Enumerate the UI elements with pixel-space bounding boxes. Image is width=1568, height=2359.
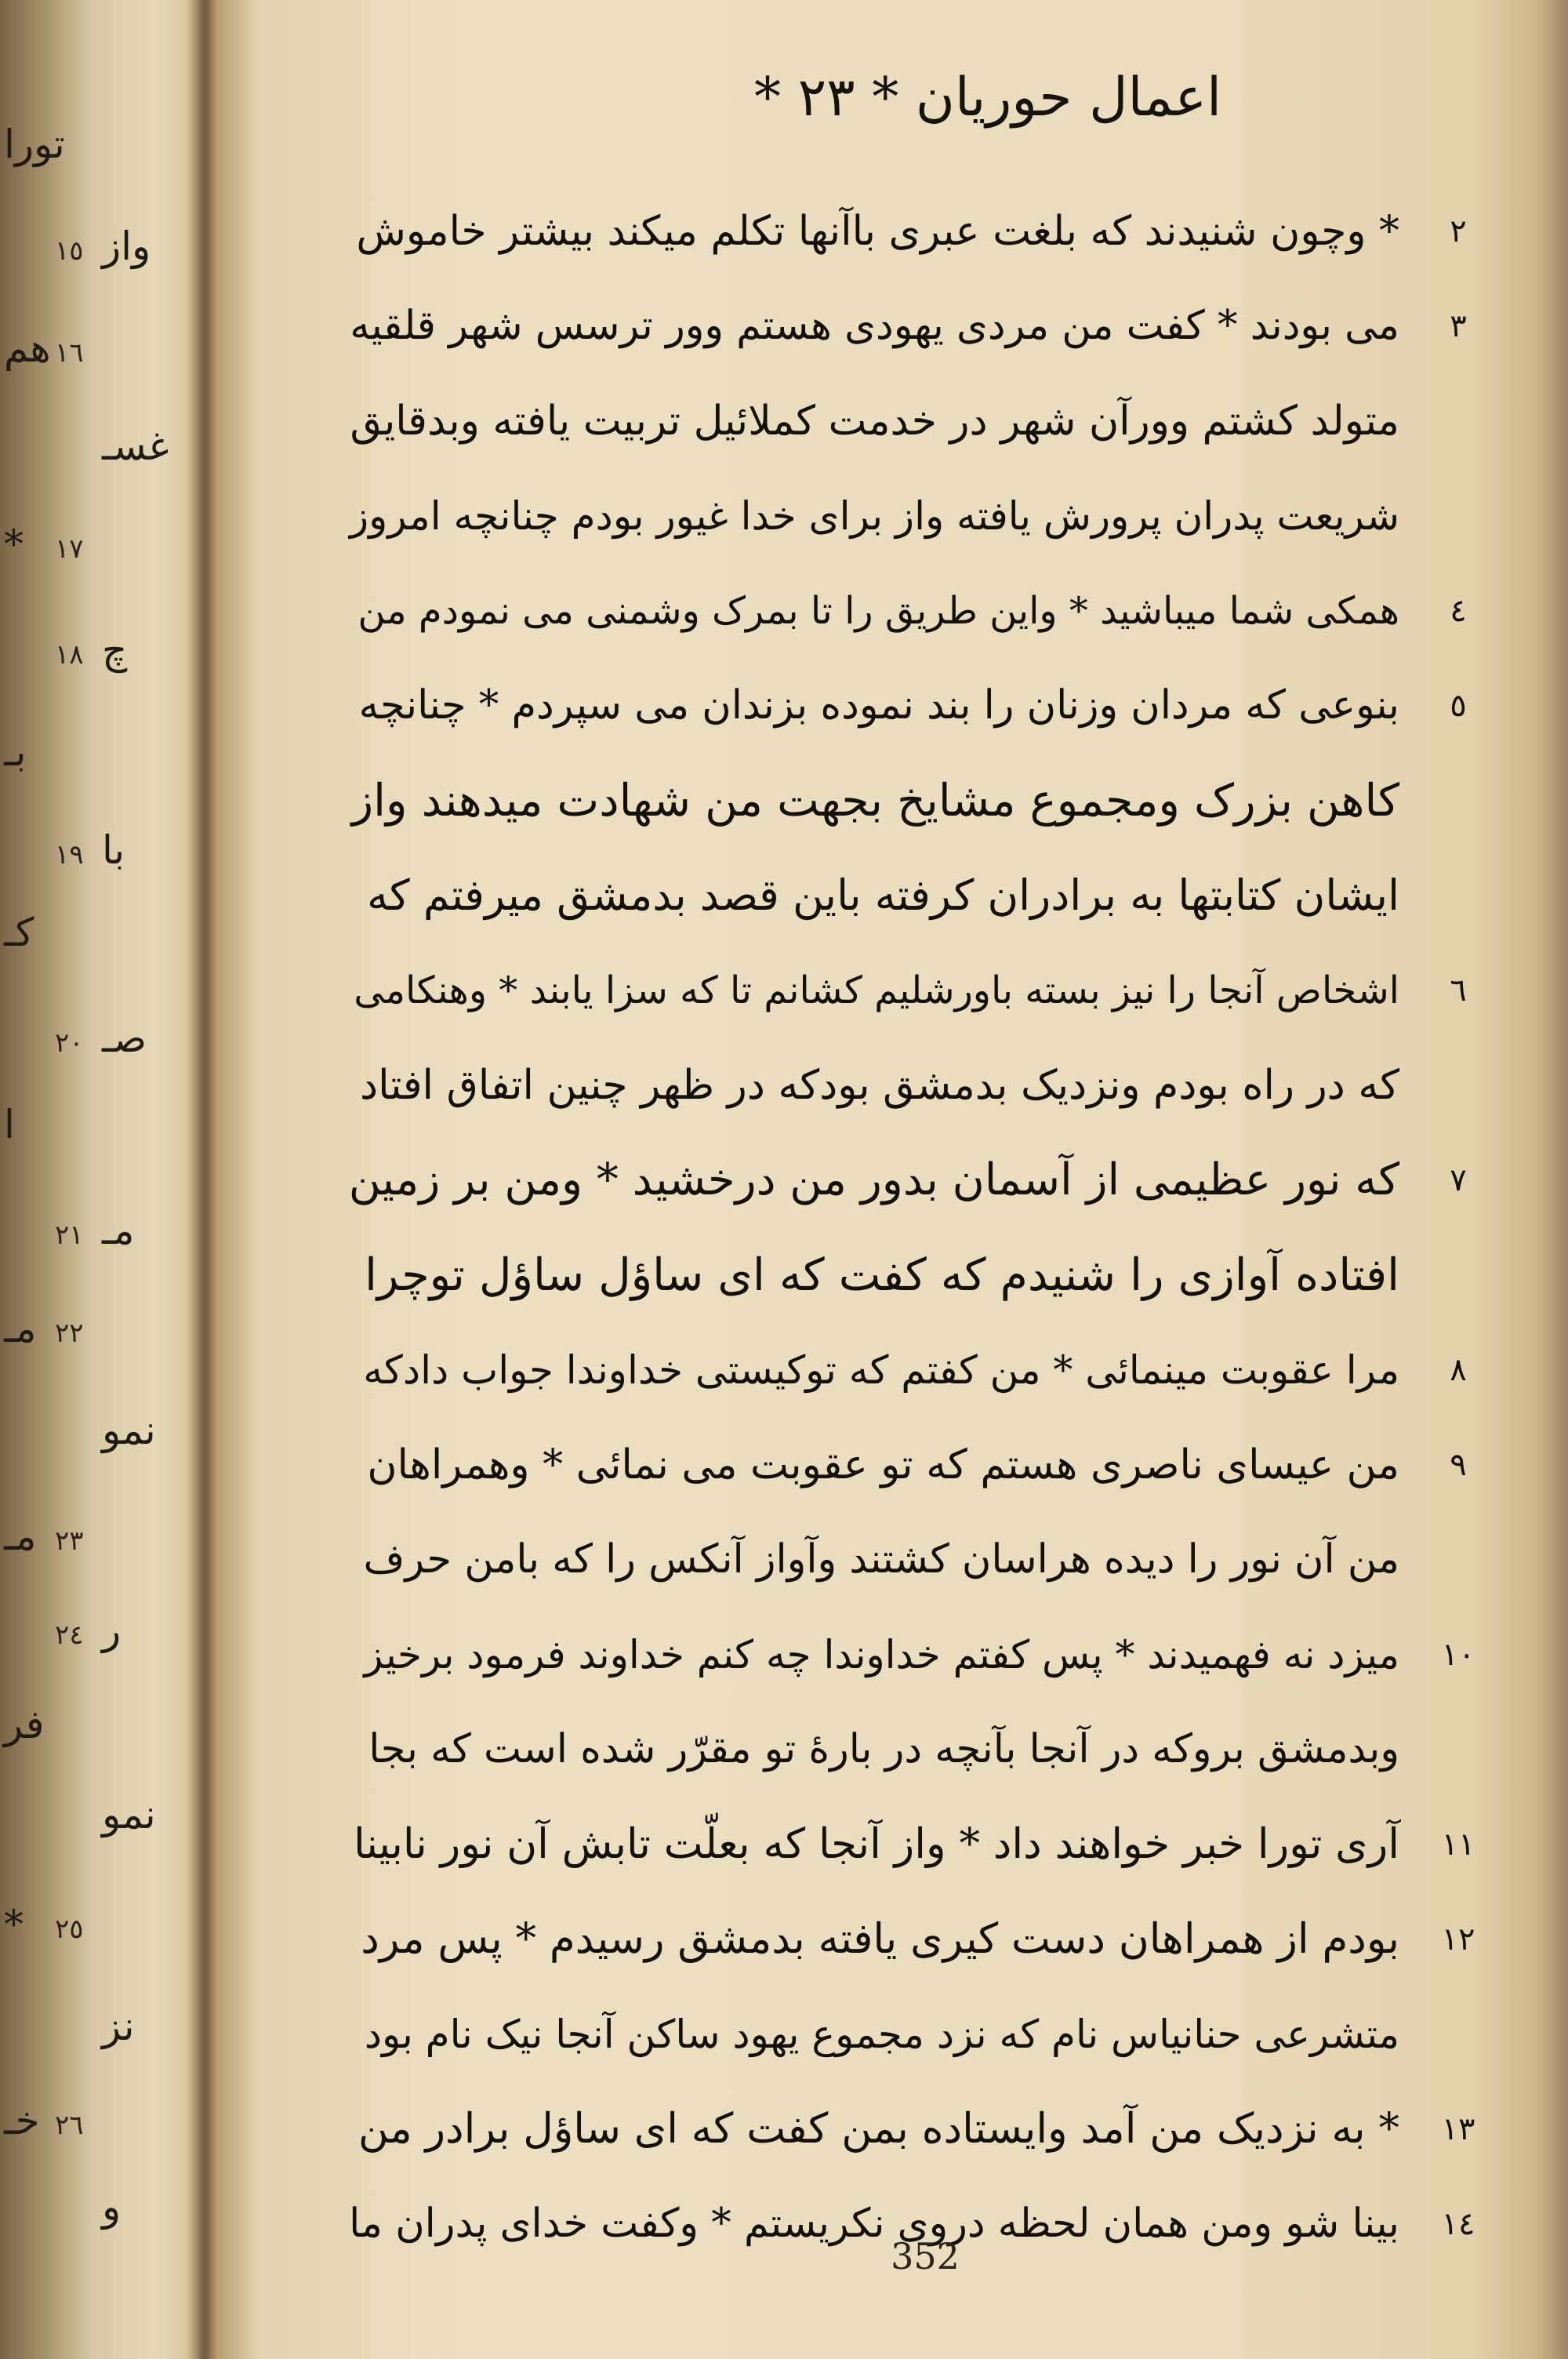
left-text-fragment: نمو [102, 1408, 156, 1453]
text-line [337, 1987, 1490, 2081]
left-page-line [0, 1702, 196, 1761]
left-page-line [0, 1408, 196, 1467]
text-line [337, 2082, 1490, 2176]
left-text-fragment: مـ [102, 1208, 135, 1253]
left-text-fragment: واز [102, 224, 151, 269]
verse-text: بودم از همراهان دست کیری یافته بدمشق رسیدم * پس مرد [361, 1915, 1399, 1963]
verse-text: شریعت پدران پرورش یافته واز برای خدا غیور بودم چنانچه امروز [350, 493, 1399, 539]
left-text-fragment: نز [102, 2004, 135, 2049]
verse-text: بینا شو ومن همان لحظه دروی نکریستم * وکفت خدای پدران ما [349, 2201, 1399, 2247]
left-verse-number: ١٥ [55, 235, 84, 267]
left-text-fragment: مـ [4, 1514, 37, 1559]
left-text-fragment: صـ [102, 1016, 147, 1061]
text-line [337, 1513, 1490, 1607]
verse-text: من عیسای ناصری هستم که تو عقوبت می نمائی * وهمراهان [367, 1441, 1399, 1488]
left-text-fragment: * [4, 522, 24, 567]
text-line [337, 754, 1490, 848]
verse-text: وبدمشق بروکه در آنجا بآنچه در بارهٔ تو مقرّر شده است که بجا [368, 1726, 1399, 1772]
left-page-line [0, 224, 196, 282]
left-verse-number: ٢٦ [55, 2110, 84, 2141]
left-page-line [0, 1306, 196, 1365]
left-page-line [0, 1902, 196, 1961]
left-text-fragment: با [102, 827, 125, 873]
verse-text: متشرعی حنانیاس نام که نزد مجموع یهود ساکن آنجا نیک نام بود [364, 2012, 1399, 2057]
left-page-line [0, 1102, 196, 1161]
verse-number: ٨ [1450, 1352, 1467, 1388]
text-line [337, 1133, 1490, 1227]
verse-text: ایشان کتابتها به برادران کرفته باین قصد بدمشق میرفتم که [367, 871, 1399, 920]
left-text-fragment: فر [4, 1702, 45, 1747]
verse-text: همکی شما میباشید * واین طریق را تا بمرک وشمنی می نمودم من [358, 589, 1399, 633]
text-line [337, 279, 1490, 373]
verse-text: می بودند * کفت من مردی یهودی هستم وور ترسس شهر قلقیه [350, 303, 1399, 349]
left-page-line [0, 325, 196, 384]
left-page-line [0, 827, 196, 886]
text-line [337, 1038, 1490, 1132]
left-page-line [0, 2098, 196, 2157]
left-text-fragment: نمو [102, 1792, 156, 1837]
left-page-line [0, 423, 196, 482]
verse-text: من آن نور را دیده هراسان کشتند وآواز آنکس را که بامن حرف [363, 1536, 1399, 1583]
text-line [337, 1323, 1490, 1417]
left-page-line [0, 2184, 196, 2243]
verse-number: ٦ [1450, 972, 1467, 1009]
left-page-line [0, 1208, 196, 1267]
verse-text: بنوعی که مردان وزنان را بند نموده بزندان می سپردم * چنانچه [358, 682, 1399, 729]
left-verse-number: ١٧ [55, 533, 84, 565]
verse-number: ١٤ [1441, 2206, 1475, 2242]
text-line [337, 1228, 1490, 1322]
page-header: اعمال حوریان * ٢٣ * [753, 67, 1221, 129]
left-text-fragment: خـ [4, 2098, 40, 2143]
verse-number: ١١ [1441, 1826, 1475, 1863]
left-page-line [0, 910, 196, 969]
verse-number: ٣ [1450, 308, 1467, 344]
verse-number: ٤ [1450, 593, 1467, 629]
left-verse-number: ٢٢ [55, 1318, 84, 1349]
page-number: 352 [891, 2235, 960, 2277]
verse-number: ١٢ [1441, 1921, 1475, 1957]
left-page-line [0, 122, 196, 180]
verse-number: ٧ [1450, 1162, 1467, 1198]
left-verse-number: ١٨ [55, 639, 84, 671]
text-line [337, 1418, 1490, 1512]
left-text-fragment: مـ [4, 1306, 37, 1351]
left-page-line [0, 2004, 196, 2063]
left-verse-number: ٢٣ [55, 1525, 84, 1557]
left-page-line [0, 1792, 196, 1851]
verse-text: که در راه بودم ونزدیک بدمشق بودکه در ظهر چنین اتفاق افتاد [360, 1062, 1399, 1109]
left-verse-number: ١٦ [55, 337, 84, 369]
verse-number: ٥ [1450, 688, 1467, 724]
left-verse-number: ٢١ [55, 1219, 84, 1251]
text-line [337, 1703, 1490, 1797]
verse-number: ٢ [1450, 213, 1467, 249]
left-verse-number: ٢٠ [55, 1027, 84, 1059]
left-text-fragment: هم [4, 325, 51, 371]
verse-text: * وچون شنیدند که بلغت عبری باآنها تکلم میکند بیشتر خاموش [356, 208, 1399, 255]
left-text-fragment: ر [102, 1608, 122, 1653]
text-line [337, 659, 1490, 753]
verse-text: آری تورا خبر خواهند داد * واز آنجا که بعلّت تابش آن نور نابینا [353, 1820, 1399, 1868]
left-text-fragment: تورا [4, 122, 65, 167]
text-line [337, 1892, 1490, 1986]
text-line [337, 1797, 1490, 1892]
left-text-fragment: غسـ [102, 423, 169, 469]
left-text-fragment: و [102, 2184, 122, 2230]
left-verse-number: ٢٤ [55, 1619, 84, 1651]
verse-text: که نور عظیمی از آسمان بدور من درخشید * ومن بر زمین [348, 1154, 1399, 1205]
left-page-line [0, 1514, 196, 1572]
verse-text: * به نزدیک من آمد وایستاده بمن کفت که ای ساؤل برادر من [358, 2105, 1399, 2153]
text-line [337, 564, 1490, 658]
left-page-line [0, 1608, 196, 1667]
text-line [337, 469, 1490, 563]
left-verse-number: ٢٥ [55, 1914, 84, 1945]
text-line [337, 943, 1490, 1038]
left-page-line [0, 729, 196, 788]
left-page-line [0, 627, 196, 686]
left-verse-number: ١٩ [55, 839, 84, 871]
left-text-fragment: بـ [4, 729, 27, 775]
text-line [337, 374, 1490, 468]
left-page [0, 0, 196, 2359]
left-text-fragment: * [4, 1902, 24, 1947]
verse-text: افتاده آوازی را شنیدم که کفت که ای ساؤل ساؤل توچرا [365, 1249, 1399, 1301]
verse-number: ١٠ [1441, 1637, 1475, 1673]
left-page-line [0, 1016, 196, 1074]
verse-text: کاهن بزرک ومجموع مشایخ بجهت من شهادت میدهند واز [351, 775, 1399, 827]
left-page-line [0, 522, 196, 580]
verse-text: مرا عقوبت مینمائی * من کفتم که توکیستی خداوندا جواب دادکه [363, 1347, 1399, 1393]
verse-number: ٩ [1450, 1447, 1467, 1483]
verse-number: ١٣ [1441, 2111, 1475, 2147]
book-gutter [187, 0, 218, 2359]
text-line [337, 184, 1490, 278]
verse-text: میزد نه فهمیدند * پس کفتم خداوندا چه کنم خداوند فرمود برخیز [364, 1632, 1399, 1677]
left-text-fragment: چ [102, 627, 128, 673]
text-line [337, 849, 1490, 943]
text-line [337, 1608, 1490, 1702]
left-text-fragment: ا [4, 1102, 15, 1147]
verse-text: متولد کشتم وورآن شهر در خدمت کملائیل تربیت یافته وبدقایق [350, 398, 1399, 445]
left-text-fragment: کـ [4, 910, 34, 955]
verse-text: اشخاص آنجا را نیز بسته باورشلیم کشانم تا که سزا یابند * وهنکامی [354, 969, 1399, 1012]
